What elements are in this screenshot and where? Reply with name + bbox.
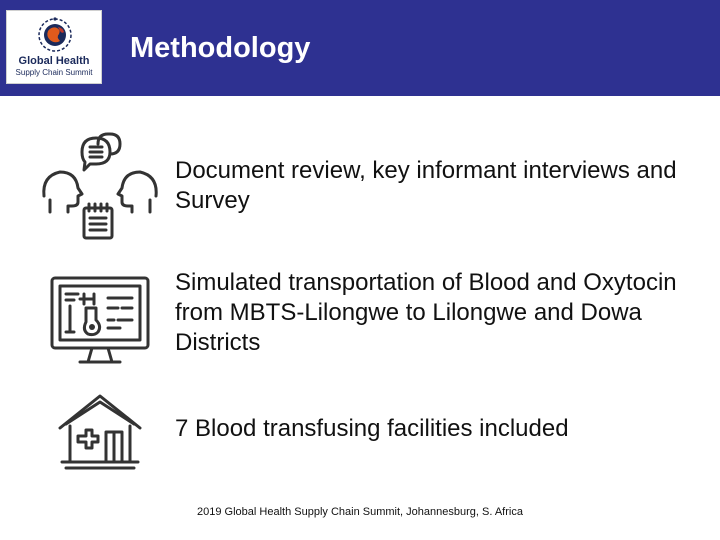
lab-monitor-icon bbox=[48, 274, 152, 366]
bullet-text-2: Simulated transportation of Blood and Oxytocin from MBTS-Lilongwe to Lilongwe and Dowa Districts bbox=[175, 269, 677, 356]
health-facility-icon bbox=[56, 392, 144, 472]
header-bar bbox=[0, 0, 720, 96]
page-title: Methodology bbox=[130, 32, 311, 64]
summit-logo bbox=[6, 10, 102, 84]
bullet-text-3: 7 Blood transfusing facilities included bbox=[175, 415, 569, 442]
logo-subtitle: Supply Chain Summit bbox=[15, 68, 93, 77]
bullet-text-1: Document review, key informant interviews and Survey bbox=[175, 157, 677, 214]
logo-name: Global Health bbox=[18, 55, 90, 67]
interview-icon bbox=[38, 130, 160, 242]
globe-logo-icon bbox=[37, 15, 73, 53]
footer-citation: 2019 Global Health Supply Chain Summit, Johannesburg, S. Africa bbox=[197, 506, 523, 518]
